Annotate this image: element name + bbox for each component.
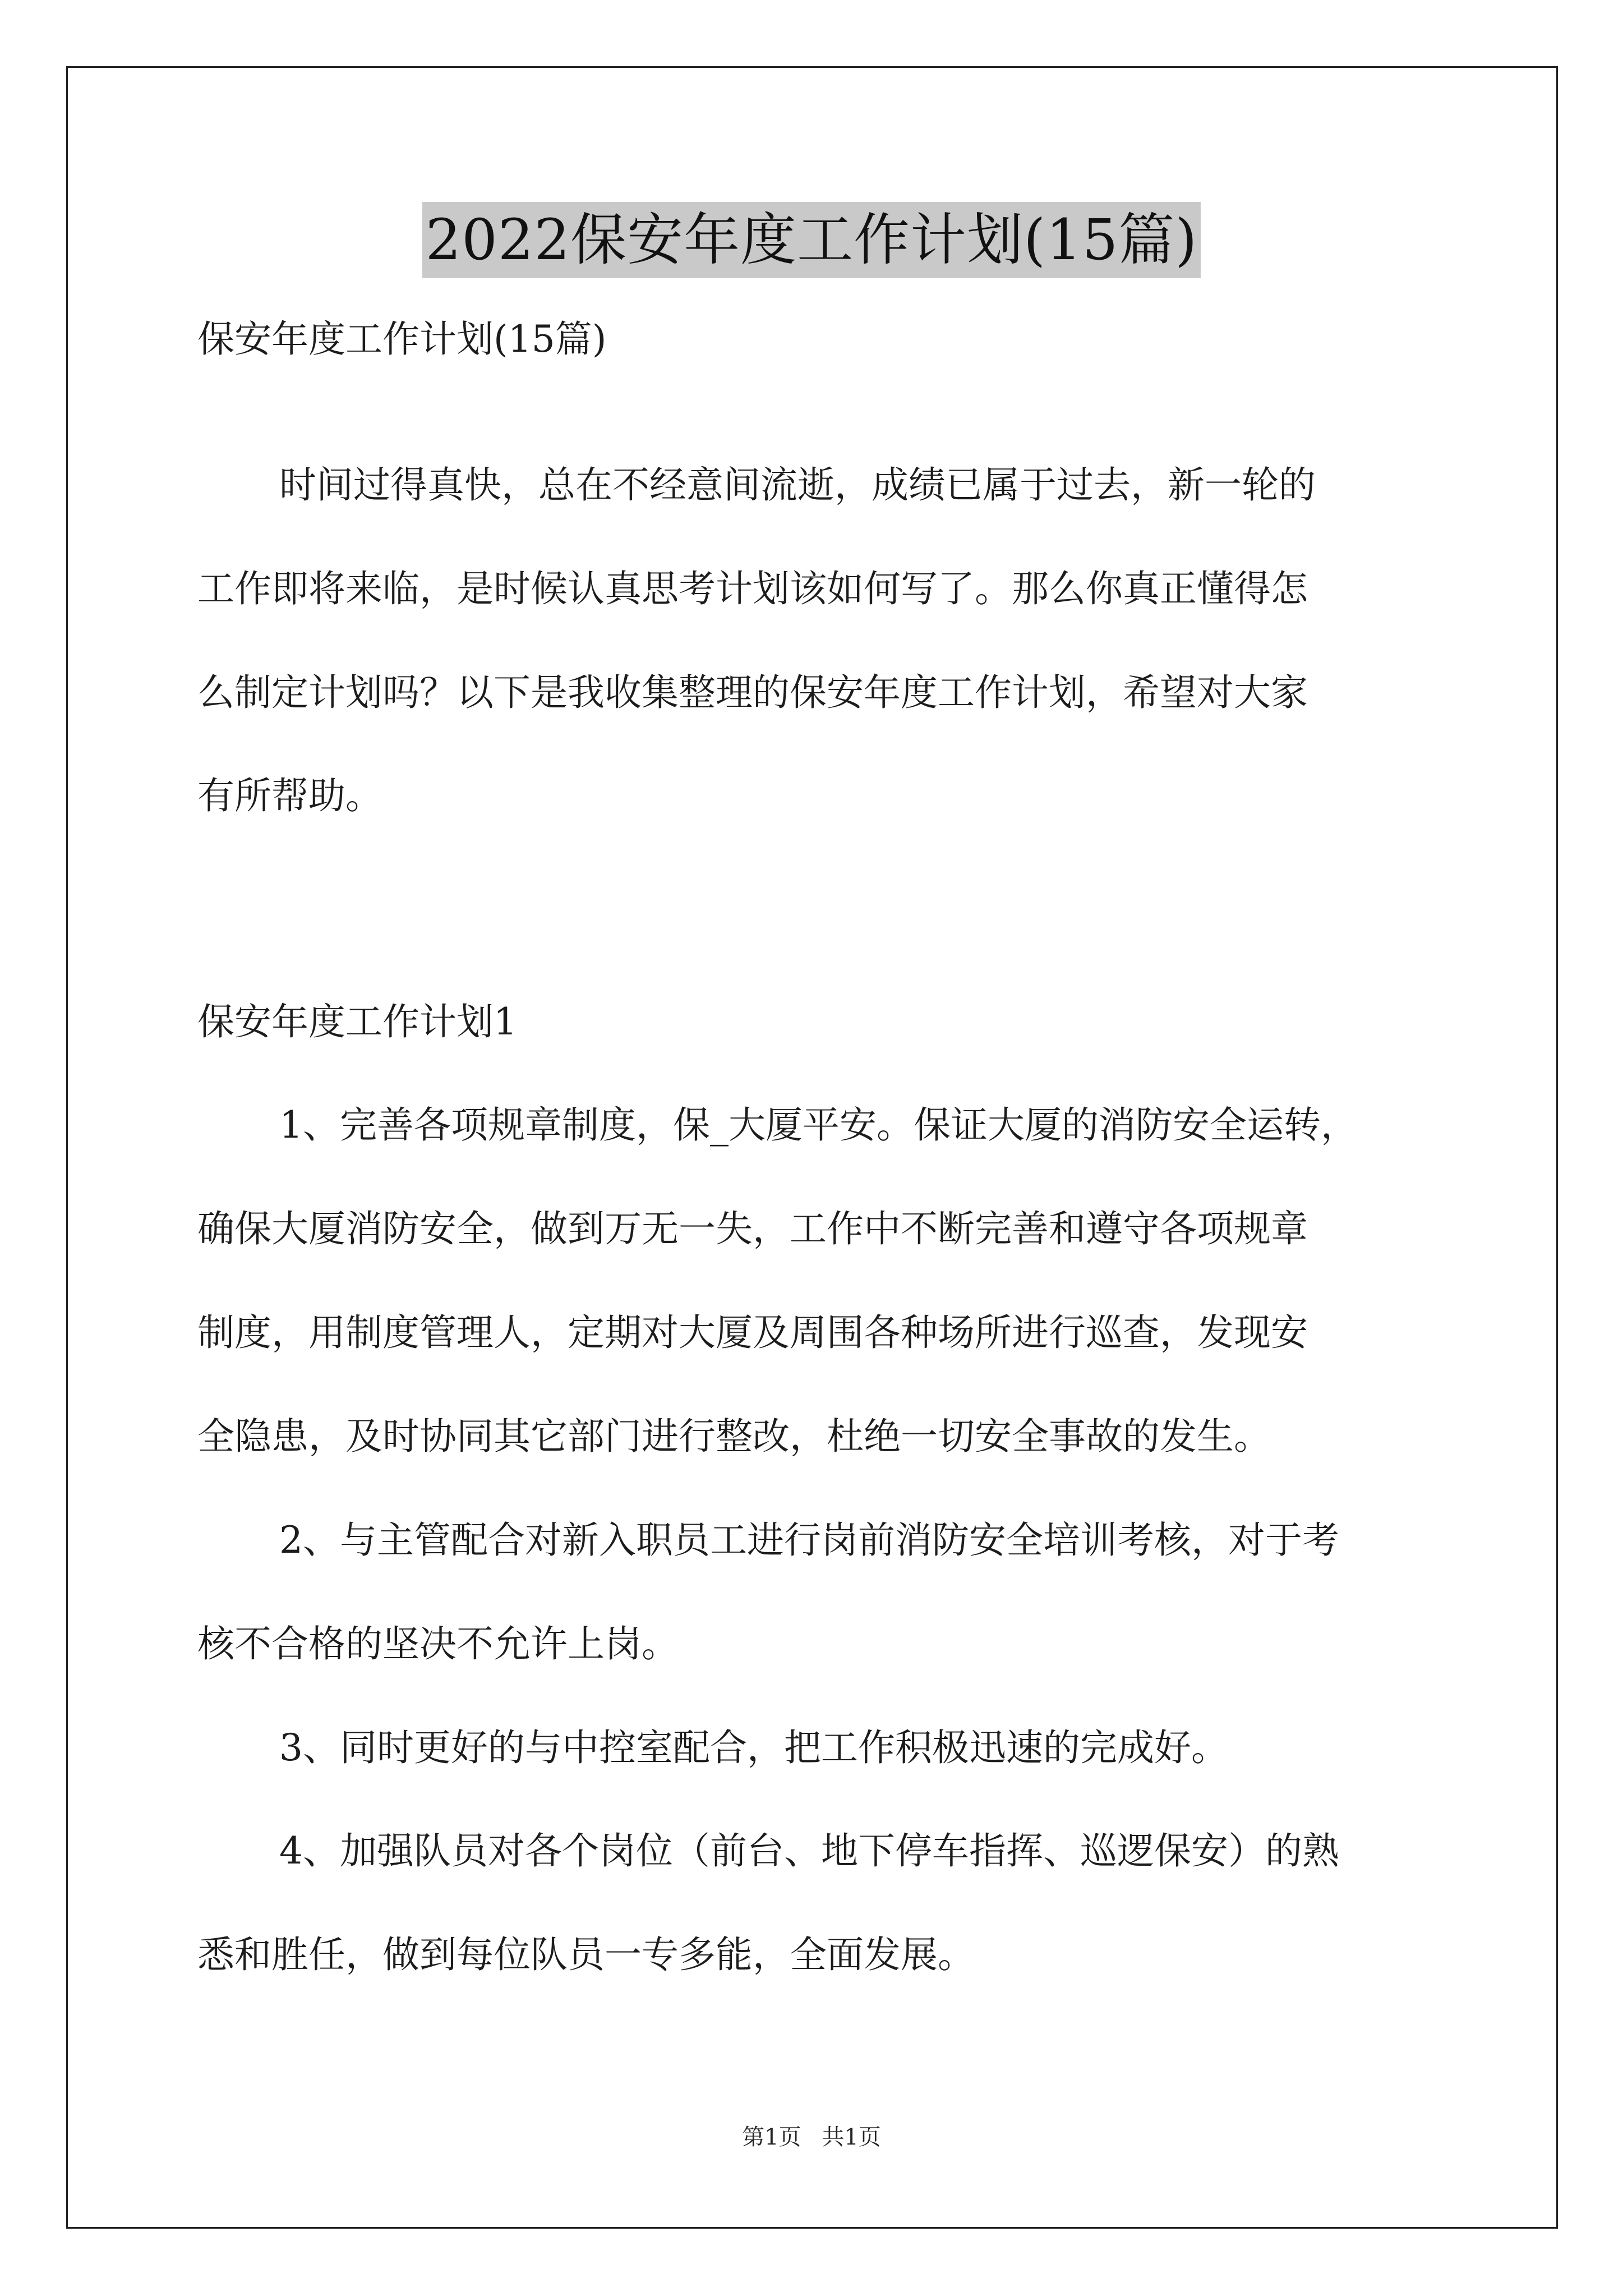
title-container xyxy=(0,202,1623,278)
page-number: 第1页 xyxy=(742,2124,801,2150)
paragraph-line: 有所帮助。 xyxy=(197,774,382,817)
paragraph-line: 2、与主管配合对新入职员工进行岗前消防安全培训考核，对于考 xyxy=(279,1519,1339,1562)
paragraph-line: 工作即将来临，是时候认真思考计划该如何写了。那么你真正懂得怎 xyxy=(197,567,1308,610)
paragraph-line: 悉和胜任，做到每位队员一专多能，全面发展。 xyxy=(197,1933,975,1976)
paragraph-line: 4、加强队员对各个岗位（前台、地下停车指挥、巡逻保安）的熟 xyxy=(279,1829,1339,1872)
paragraph-line: 3、同时更好的与中控室配合，把工作积极迅速的完成好。 xyxy=(279,1726,1228,1769)
subtitle-line: 保安年度工作计划(15篇) xyxy=(197,318,607,361)
paragraph-line: 1、完善各项规章制度，保_大厦平安。保证大厦的消防安全运转， xyxy=(279,1103,1358,1147)
paragraph-line: 全隐患，及时协同其它部门进行整改，杜绝一切安全事故的发生。 xyxy=(197,1415,1271,1458)
document-title: 2022保安年度工作计划(15篇) xyxy=(422,202,1201,278)
paragraph-line: 时间过得真快，总在不经意间流逝，成绩已属于过去，新一轮的 xyxy=(279,463,1316,507)
paragraph-line: 确保大厦消防安全，做到万无一失，工作中不断完善和遵守各项规章 xyxy=(197,1207,1308,1250)
paragraph-line: 么制定计划吗？以下是我收集整理的保安年度工作计划，希望对大家 xyxy=(197,671,1308,714)
section-heading: 保安年度工作计划1 xyxy=(197,1000,517,1043)
paragraph-line: 制度，用制度管理人，定期对大厦及周围各种场所进行巡查，发现安 xyxy=(197,1311,1308,1354)
page-footer xyxy=(0,2119,1623,2151)
paragraph-line: 核不合格的坚决不允许上岗。 xyxy=(197,1622,679,1665)
page-total: 共1页 xyxy=(822,2124,881,2150)
